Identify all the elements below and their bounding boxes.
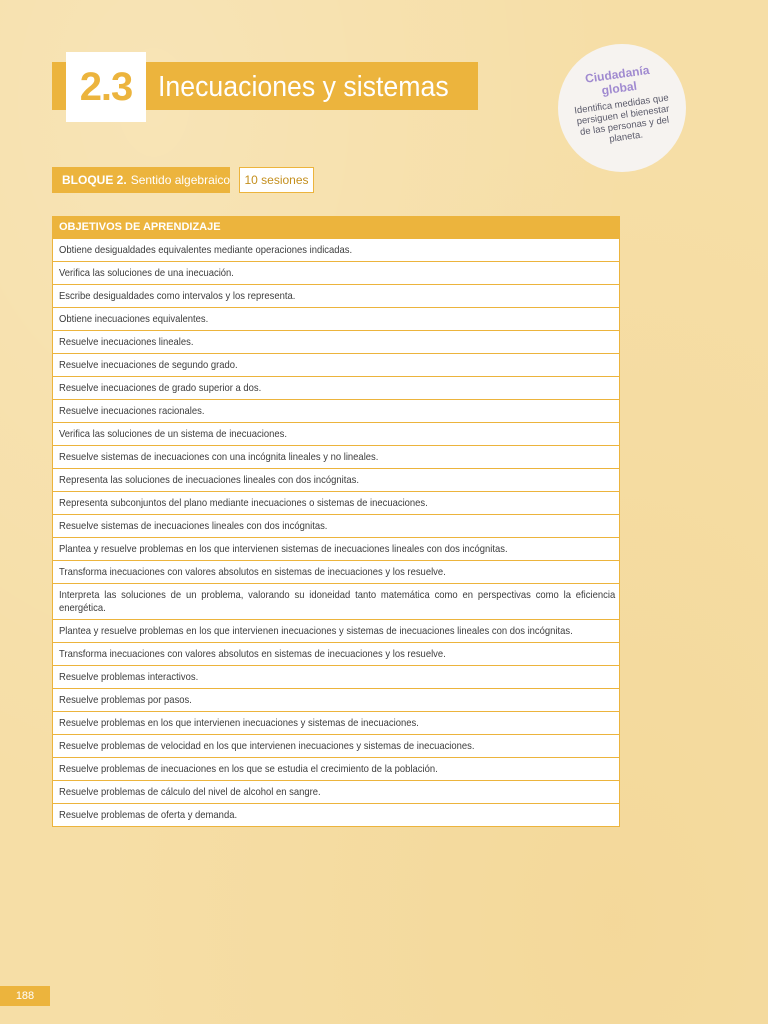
bloque-label <box>52 167 230 193</box>
objective-text: Obtiene desigualdades equivalentes mediante operaciones indicadas. <box>59 244 353 256</box>
objective-text: Resuelve inecuaciones de segundo grado. <box>59 359 238 371</box>
objective-text: Transforma inecuaciones con valores absolutos en sistemas de inecuaciones y los resuelve. <box>59 566 446 578</box>
objective-text: Resuelve problemas interactivos. <box>59 671 199 683</box>
objective-row <box>53 468 619 491</box>
sessions-count: 10 sesiones <box>239 167 314 193</box>
objective-row <box>53 688 619 711</box>
objective-row <box>53 284 619 307</box>
objective-text: Representa subconjuntos del plano mediante inecuaciones o sistemas de inecuaciones. <box>59 497 428 509</box>
objective-row <box>53 560 619 583</box>
bloque-name: Sentido algebraico <box>130 173 231 187</box>
objective-text: Obtiene inecuaciones equivalentes. <box>59 313 209 325</box>
objective-text: Resuelve inecuaciones lineales. <box>59 336 194 348</box>
objective-text: Verifica las soluciones de una inecuación. <box>59 267 234 279</box>
objective-row <box>53 514 619 537</box>
page-title: Inecuaciones y sistemas <box>158 71 449 103</box>
objective-row <box>53 757 619 780</box>
objective-text: Representa las soluciones de inecuaciones lineales con dos incógnitas. <box>59 474 359 486</box>
objective-row <box>53 537 619 560</box>
objective-row <box>53 422 619 445</box>
objective-text: Resuelve sistemas de inecuaciones lineales con dos incógnitas. <box>59 520 328 532</box>
objective-text: Escribe desigualdades como intervalos y los representa. <box>59 290 296 302</box>
objective-text: Plantea y resuelve problemas en los que intervienen inecuaciones y sistemas de inecuaciones lineales con dos incógnitas. <box>59 625 573 637</box>
objective-text: Interpreta las soluciones de un problema, valorando su idoneidad tanto matemática como en perspectivas como la eficiencia energética. <box>59 589 616 614</box>
objective-row <box>53 238 619 261</box>
bloque-number: BLOQUE 2. <box>62 173 127 187</box>
objective-row <box>53 445 619 468</box>
objectives-header: OBJETIVOS DE APRENDIZAJE <box>53 217 619 238</box>
ciudadania-text: Identifica medidas que persiguen el bienestar de las personas y del planeta. <box>573 92 671 146</box>
objective-row <box>53 307 619 330</box>
objective-row <box>53 711 619 734</box>
objective-text: Transforma inecuaciones con valores absolutos en sistemas de inecuaciones y los resuelve. <box>59 648 446 660</box>
objective-row <box>53 330 619 353</box>
objective-row <box>53 583 619 619</box>
objective-row <box>53 803 619 826</box>
ciudadania-global-badge <box>558 44 686 172</box>
objective-text: Resuelve problemas de cálculo del nivel de alcohol en sangre. <box>59 786 321 798</box>
section-number: 2.3 <box>79 64 133 109</box>
page-number: 188 <box>0 986 50 1006</box>
objective-text: Resuelve sistemas de inecuaciones con una incógnita lineales y no lineales. <box>59 451 379 463</box>
objective-row <box>53 619 619 642</box>
objective-row <box>53 780 619 803</box>
objective-row <box>53 642 619 665</box>
objective-text: Resuelve inecuaciones de grado superior a dos. <box>59 382 262 394</box>
objective-row <box>53 261 619 284</box>
objectives-table <box>52 216 620 827</box>
objective-text: Resuelve problemas de velocidad en los que intervienen inecuaciones y sistemas de inecuaciones. <box>59 740 475 752</box>
objective-text: Resuelve problemas por pasos. <box>59 694 192 706</box>
objective-text: Plantea y resuelve problemas en los que intervienen sistemas de inecuaciones lineales con dos incógnitas. <box>59 543 508 555</box>
objective-text: Resuelve inecuaciones racionales. <box>59 405 205 417</box>
section-number-box <box>66 52 146 122</box>
objective-text: Resuelve problemas de inecuaciones en los que se estudia el crecimiento de la población. <box>59 763 438 775</box>
ciudadania-title: Ciudadanía global <box>584 62 651 98</box>
objective-row <box>53 376 619 399</box>
objective-row <box>53 399 619 422</box>
objective-text: Verifica las soluciones de un sistema de inecuaciones. <box>59 428 287 440</box>
objective-row <box>53 734 619 757</box>
objective-row <box>53 353 619 376</box>
objective-text: Resuelve problemas en los que intervienen inecuaciones y sistemas de inecuaciones. <box>59 717 419 729</box>
objective-row <box>53 491 619 514</box>
objective-row <box>53 665 619 688</box>
objective-text: Resuelve problemas de oferta y demanda. <box>59 809 238 821</box>
